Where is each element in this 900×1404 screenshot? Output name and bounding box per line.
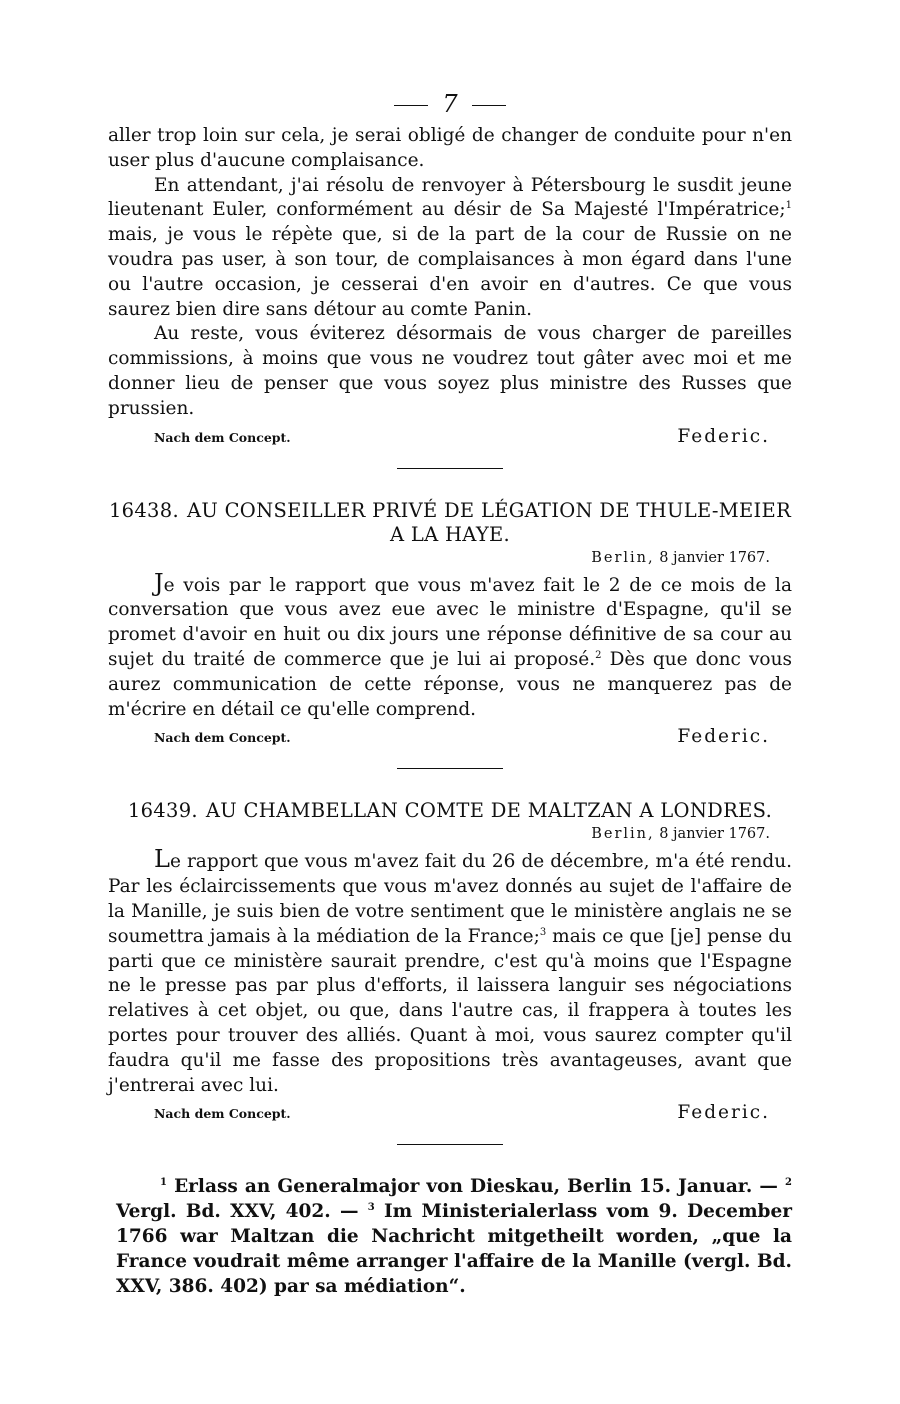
letter-16438 <box>108 499 792 755</box>
dateline-date: 8 janvier 1767. <box>659 826 770 843</box>
source-note: Nach dem Concept. <box>154 1106 291 1122</box>
footnote-mark: 1 <box>160 1177 167 1189</box>
section-divider <box>397 768 503 769</box>
continued-letter <box>108 124 792 454</box>
source-note: Nach dem Concept. <box>154 429 291 445</box>
initial-letter: J <box>154 568 164 597</box>
page-number-dash-left <box>394 105 428 106</box>
letter-number: 16438. <box>108 498 179 522</box>
footnote-ref[interactable]: 2 <box>595 649 602 661</box>
letter-body: Je vois par le rapport que vous m'avez fait le 2 de ce mois de la conversation que vous avez eue avec le ministre d'Espagne, qu'il se promet d'avoir en huit ou dix jours une réponse définitive de sa cour au sujet du traité de commerce que je lui ai proposé.$^2$ Dès que donc vous aurez communication de cette réponse, vous ne manquerez pas de m'écrire en détail ce qu'elle comprend. <box>108 568 792 720</box>
paragraph: aller trop loin sur cela, je serai obligé de changer de conduite pour n'en user plus d'aucune complaisance. <box>108 125 792 171</box>
dateline-place: Berlin, <box>591 826 655 843</box>
letter-16439 <box>108 799 792 1130</box>
footnote-mark: 3 <box>367 1202 375 1214</box>
signature-row <box>108 1102 792 1130</box>
letter-number: 16439. <box>127 799 198 823</box>
letter-title: AU CHAMBELLAN COMTE DE MALTZAN A LONDRES. <box>205 799 773 823</box>
signature-row <box>108 426 792 454</box>
paragraph: En attendant, j'ai résolu de renvoyer à Pétersbourg le susdit jeune lieutenant Euler, conformément au désir de Sa Majesté l'Impératrice;$^1$ mais, je vous le répète que, si de la part de la cour de Russie on ne voudra pas user, à son tour, de complaisances à mon égard dans l'une ou l'autre occasion, je cesserai d'en avoir en d'autres. Ce que vous saurez bien dire sans détour au comte Panin. <box>108 174 792 320</box>
footnotes <box>108 1175 792 1299</box>
source-note: Nach dem Concept. <box>154 730 291 746</box>
letter-title: AU CONSEILLER PRIVÉ DE LÉGATION DE THULE-MEIER A LA HAYE. <box>186 498 792 546</box>
footnote-text: $^1$ Erlass an Generalmajor von Dieskau, Berlin 15. Januar. — $^2$ Vergl. Bd. XXV, 402. — $^3$ Im Ministerialerlass vom 9. December 1766 war Maltzan die Nachricht mitgetheilt worden, „que la France voudrait même arranger l'affaire de la Manille (vergl. Bd. XXV, 386. 402) par sa médiation“. <box>116 1176 792 1297</box>
document-page <box>108 84 792 1299</box>
page-number: 7 <box>108 84 792 124</box>
dateline-place: Berlin, <box>591 549 655 566</box>
letter-heading <box>108 499 792 547</box>
signature-row <box>108 726 792 754</box>
letter-heading <box>108 799 792 823</box>
section-divider <box>397 468 503 469</box>
signature: Federic. <box>677 1102 770 1124</box>
dateline-date: 8 janvier 1767. <box>659 549 770 566</box>
initial-letter: L <box>154 845 170 874</box>
footnote-ref[interactable]: 1 <box>785 200 792 212</box>
dateline <box>108 823 770 845</box>
footnote-ref[interactable]: 3 <box>539 926 547 938</box>
signature: Federic. <box>677 726 770 748</box>
letter-body: Le rapport que vous m'avez fait du 26 de décembre, m'a été rendu. Par les éclaircissements que vous m'avez donnés au sujet de l'affaire de la Manille, je suis bien de votre sentiment que le ministère anglais ne se soumettra jamais à la médiation de la France;$^3$ mais ce que [je] pense du parti que ce ministère saurait prendre, c'est qu'à moins que l'Espagne ne le presse pas par plus d'efforts, il laissera languir ses négociations relatives à cet objet, ou que, dans l'autre cas, il frappera à toutes les portes pour trouver des alliés. Quant à moi, vous saurez compter qu'il faudra qu'il me fasse des propositions très avantageuses, avant que j'entrerai avec lui. <box>108 845 792 1096</box>
dateline <box>108 547 770 569</box>
footnote-divider <box>397 1144 503 1145</box>
footnote-mark: 2 <box>785 1177 792 1189</box>
signature: Federic. <box>677 425 770 447</box>
page-number-dash-right <box>472 105 506 106</box>
paragraph: Au reste, vous éviterez désormais de vous charger de pareilles commissions, à moins que vous ne voudrez tout gâter avec moi et me donner lieu de penser que vous soyez plus ministre des Russes que prussien. <box>108 323 792 419</box>
